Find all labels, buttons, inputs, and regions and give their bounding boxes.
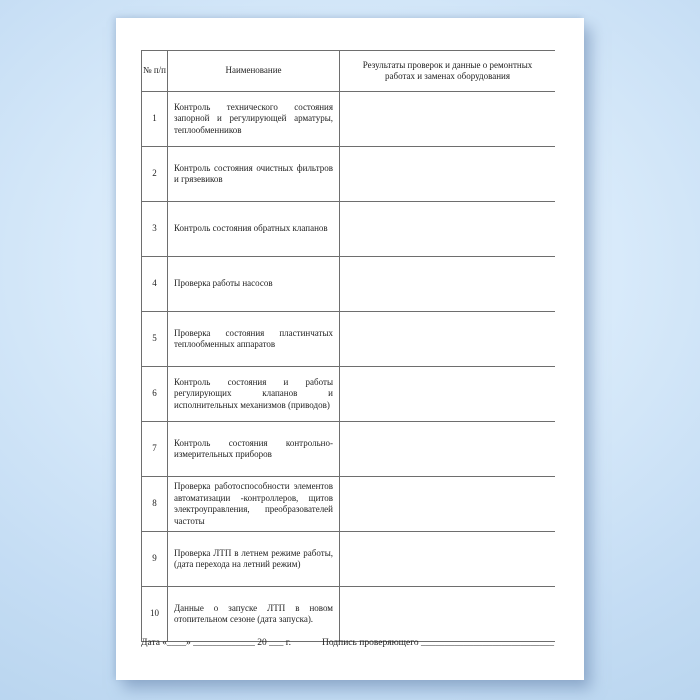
table-row — [142, 257, 555, 312]
row-name-cell — [168, 587, 340, 641]
row-result-cell — [340, 147, 555, 201]
header-number-label: № п/п — [143, 65, 166, 76]
row-result-cell — [340, 312, 555, 366]
row-number-label: 6 — [152, 388, 157, 399]
row-name-cell — [168, 367, 340, 421]
signature-line: Подпись проверяющего ____________________________ — [321, 638, 554, 648]
table-row — [142, 422, 555, 477]
row-name-cell — [168, 147, 340, 201]
table-row — [142, 147, 555, 202]
table-row — [142, 312, 555, 367]
row-name-label: Проверка состояния пластинчатых теплообменных аппаратов — [174, 327, 333, 349]
row-number — [142, 587, 168, 641]
row-number-label: 10 — [150, 608, 159, 619]
row-name-cell — [168, 202, 340, 256]
row-name-label: Проверка работоспособности элементов автоматизации -контроллеров, щитов электроуправления, преобразователей частоты — [174, 481, 333, 526]
row-number — [142, 312, 168, 366]
row-name-label: Контроль состояния контрольно-измерительных приборов — [174, 437, 333, 459]
row-name-cell — [168, 257, 340, 311]
header-results-label: Результаты проверок и данные о ремонтных работах и заменах оборудования — [362, 59, 533, 81]
row-name-label: Проверка работы насосов — [174, 278, 273, 289]
row-name-label: Контроль состояния и работы регулирующих клапанов и исполнительных механизмов (приводов) — [174, 376, 333, 410]
document-page — [116, 18, 584, 680]
table-row — [142, 367, 555, 422]
maintenance-table — [141, 50, 555, 642]
row-result-cell — [340, 202, 555, 256]
row-number-label: 5 — [152, 333, 157, 344]
row-result-cell — [340, 367, 555, 421]
table-row — [142, 202, 555, 257]
row-number — [142, 92, 168, 146]
row-name-cell — [168, 422, 340, 476]
header-cell-results — [340, 51, 555, 91]
row-name-label: Данные о запуске ЛТП в новом отопительном сезоне (дата запуска). — [174, 602, 333, 624]
row-number-label: 3 — [152, 223, 157, 234]
row-number — [142, 367, 168, 421]
header-name-label: Наименование — [225, 65, 282, 76]
row-number — [142, 147, 168, 201]
row-number — [142, 202, 168, 256]
table-row — [142, 92, 555, 147]
row-name-label: Контроль состояния обратных клапанов — [174, 223, 328, 234]
row-number-label: 1 — [152, 113, 157, 124]
row-name-cell — [168, 92, 340, 146]
row-name-cell — [168, 477, 340, 531]
row-name-label: Контроль технического состояния запорной и регулирующей арматуры, теплообменников — [174, 101, 333, 135]
row-number-label: 9 — [152, 553, 157, 564]
row-number — [142, 422, 168, 476]
row-number — [142, 477, 168, 531]
row-number — [142, 257, 168, 311]
row-result-cell — [340, 477, 555, 531]
row-number-label: 4 — [152, 278, 157, 289]
table-row — [142, 477, 555, 532]
row-result-cell — [340, 587, 555, 641]
row-name-label: Контроль состояния очистных фильтров и грязевиков — [174, 162, 333, 184]
row-name-label: Проверка ЛТП в летнем режиме работы, (дата перехода на летний режим) — [174, 547, 333, 569]
row-name-cell — [168, 532, 340, 586]
document-footer — [141, 638, 554, 648]
header-cell-name — [168, 51, 340, 91]
row-result-cell — [340, 92, 555, 146]
row-number-label: 7 — [152, 443, 157, 454]
row-result-cell — [340, 532, 555, 586]
header-cell-number — [142, 51, 168, 91]
date-line: Дата «____» _____________ 20 ___ г. — [141, 638, 292, 648]
row-result-cell — [340, 257, 555, 311]
row-result-cell — [340, 422, 555, 476]
row-number — [142, 532, 168, 586]
table-row — [142, 587, 555, 642]
row-number-label: 2 — [152, 168, 157, 179]
row-number-label: 8 — [152, 498, 157, 509]
table-row — [142, 532, 555, 587]
table-header-row — [142, 51, 555, 92]
row-name-cell — [168, 312, 340, 366]
